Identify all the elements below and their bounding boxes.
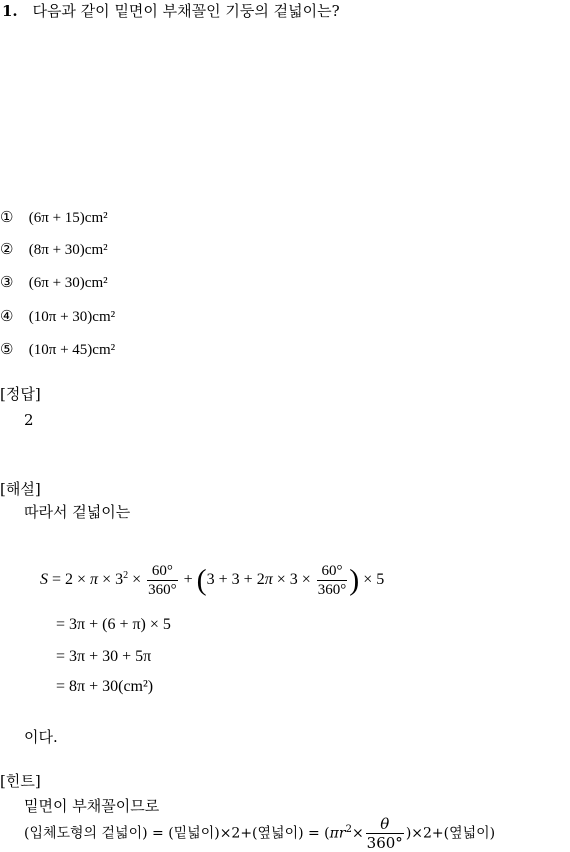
hint-line-2: (입체도형의 겉넓이) = (밑넓이)×2+(옆넓이) = ($\pi r^2\times$ $\frac{\theta}{360^\circ}$ )×2+(옆넓이) <box>24 815 496 852</box>
equation-line-1: $S = 2 \times \pi \times 3^2$ × $\frac{60^\circ}{360^\circ}$ + (3 + 3 + 2π × 3 × $\frac{60^\circ}{360^\circ}$ ) × 5 <box>40 563 385 598</box>
question-text: 다음과 같이 밑면이 부채꼴인 기둥의 겉넓이는? <box>32 2 340 20</box>
choice-marker: ⑤ <box>0 340 14 358</box>
choice-marker: ③ <box>0 273 14 291</box>
choice-expression: (10π + 30)cm² <box>28 309 116 325</box>
choice-5[interactable] <box>0 340 115 359</box>
equation-line-3: = 3π + 30 + 5π <box>56 648 152 665</box>
question <box>2 0 340 21</box>
choice-expression: (8π + 30)cm² <box>28 242 108 258</box>
choice-2[interactable] <box>0 240 108 259</box>
answer-label: [정답] <box>0 385 41 403</box>
choice-3[interactable] <box>0 273 108 292</box>
choice-marker: ② <box>0 240 14 258</box>
answer-value: 2 <box>24 411 34 429</box>
equation-line-4: = 8π + 30(cm²) <box>56 678 154 695</box>
hint-label: [힌트] <box>0 772 41 790</box>
choice-expression: (10π + 45)cm² <box>28 342 116 358</box>
choice-marker: ① <box>0 208 14 226</box>
hint-line-1: 밑면이 부채꼴이므로 <box>24 797 160 815</box>
question-number: 1. <box>2 2 18 20</box>
choice-expression: (6π + 15)cm² <box>28 210 108 226</box>
explanation-intro: 따라서 겉넓이는 <box>24 503 131 521</box>
choice-1[interactable] <box>0 208 108 227</box>
choice-expression: (6π + 30)cm² <box>28 275 108 291</box>
explanation-label: [해설] <box>0 480 41 498</box>
choice-4[interactable] <box>0 307 115 326</box>
explanation-outro: 이다. <box>24 728 58 746</box>
choice-marker: ④ <box>0 307 14 325</box>
equation-line-2: = 3π + (6 + π) × 5 <box>56 616 171 633</box>
